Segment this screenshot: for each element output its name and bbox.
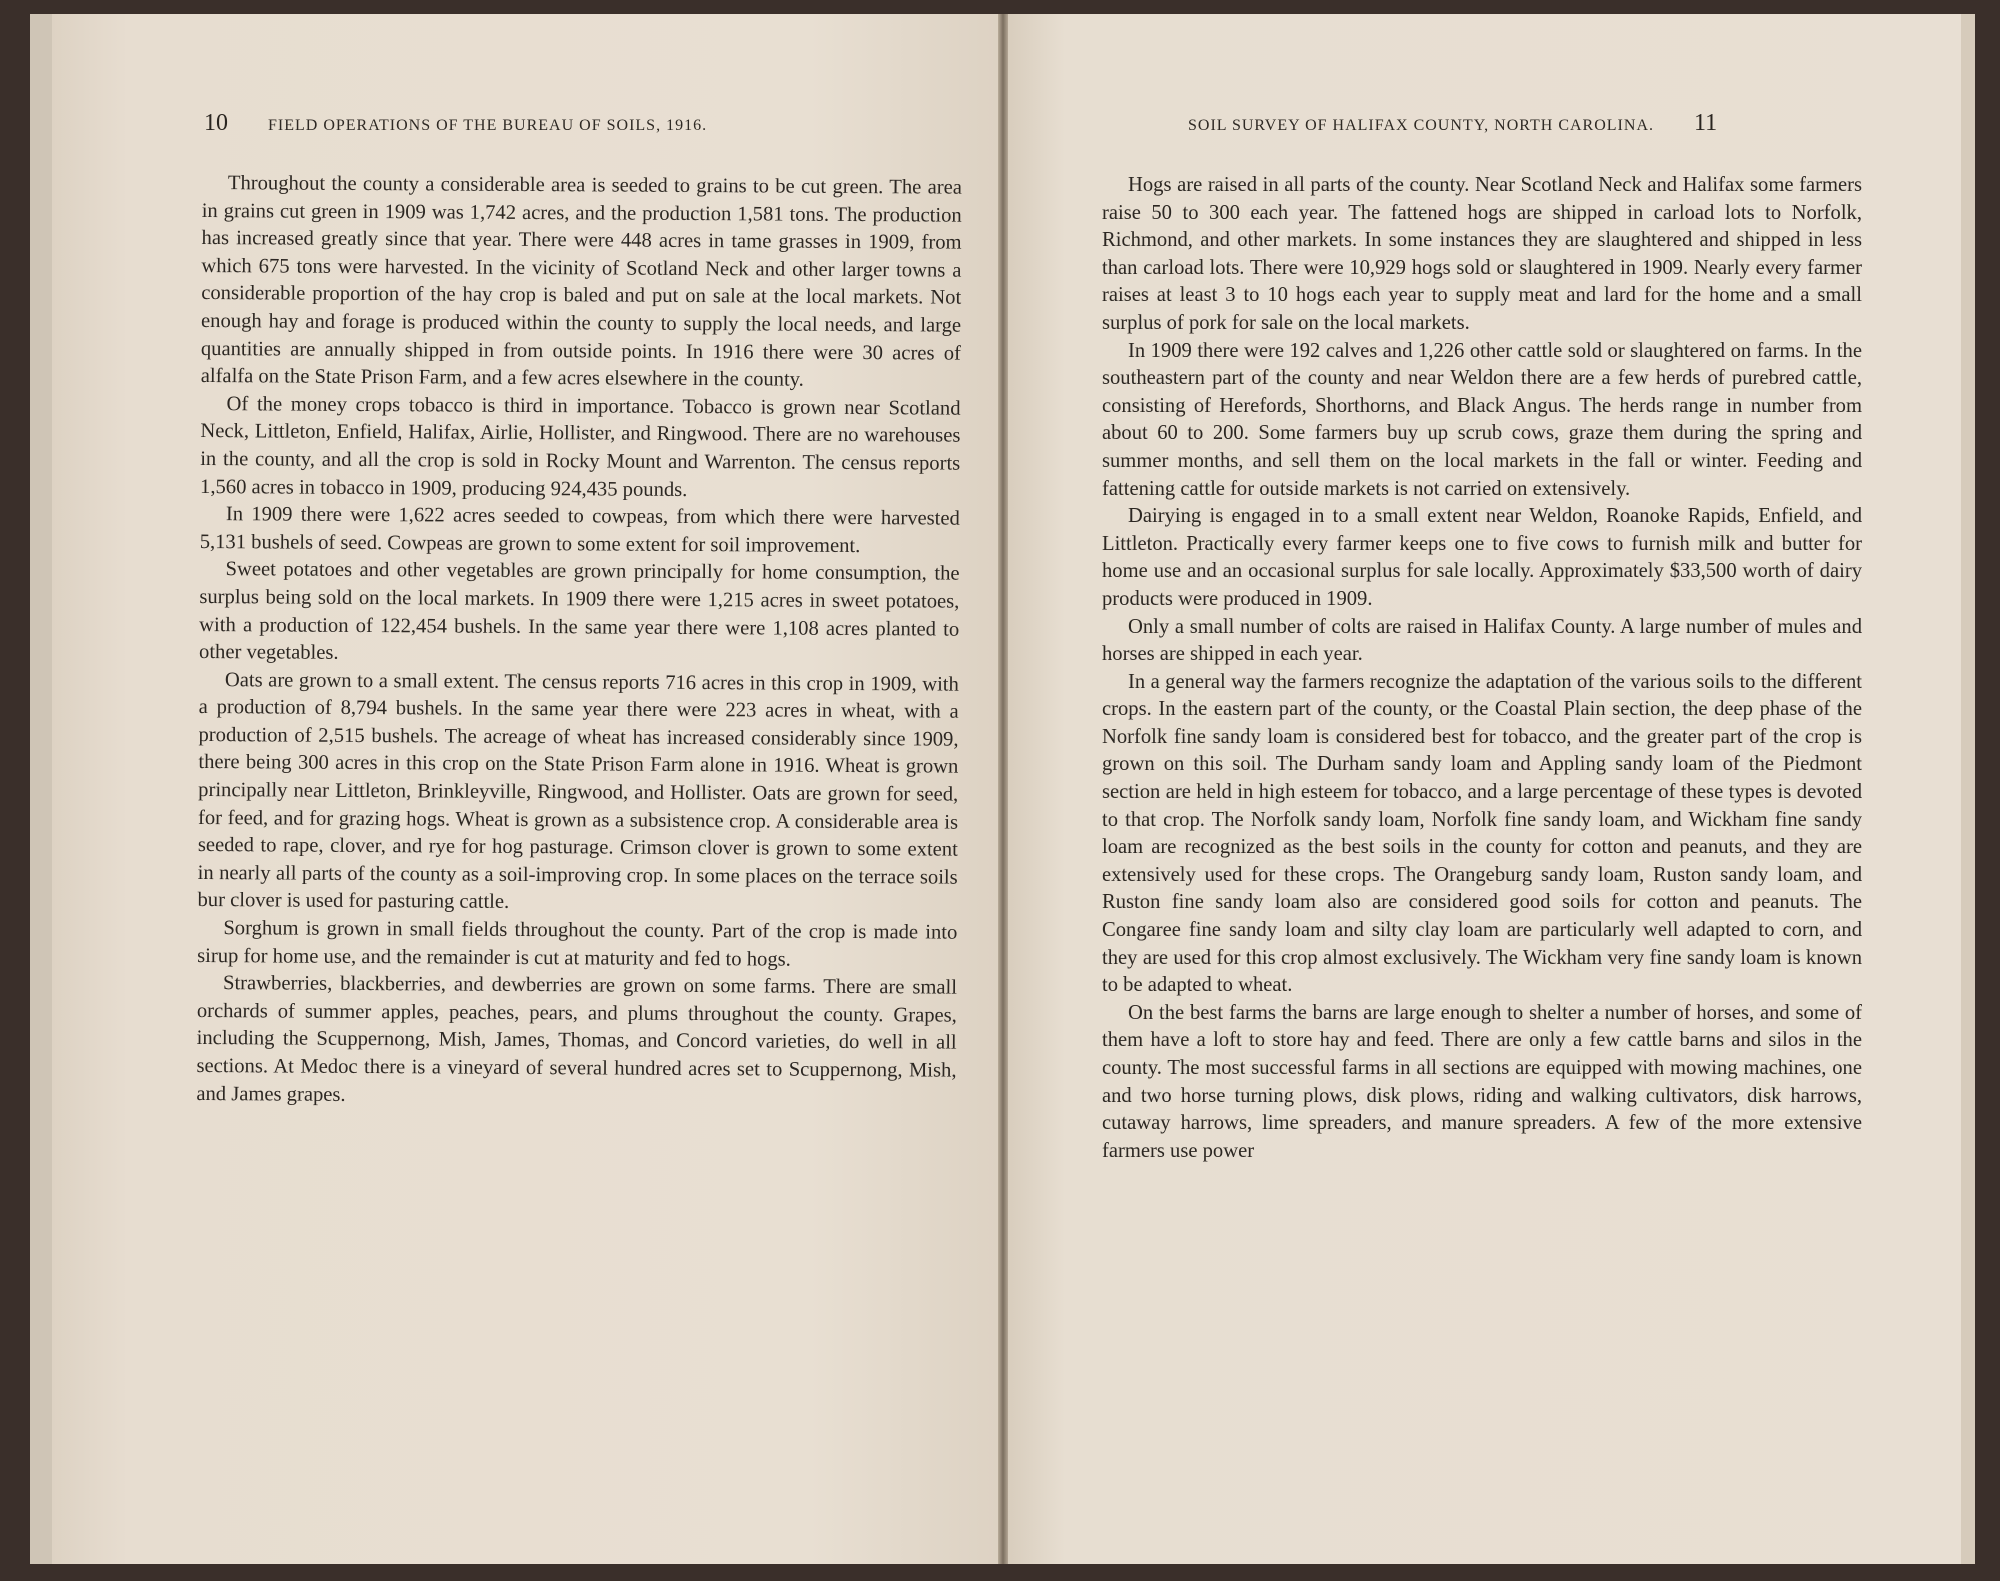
left-body-text — [196, 170, 962, 1113]
left-page — [30, 14, 998, 1564]
paragraph: Oats are grown to a small extent. The census reports 716 acres in this crop in 1909, with a production of 8,794 bushels. In the same year there were 223 acres in wheat, with a production of 2,515 bushels. The acreage of wheat has increased considerably since 1909, there being 300 acres in this crop on the State Prison Farm alone in 1916. Wheat is grown principally near Littleton, Brinkleyville, Ringwood, and Hollister. Oats are grown for seed, for feed, and for grazing hogs. Wheat is grown as a subsistence crop. A considerable area is seeded to rape, clover, and rye for hog pasturage. Crimson clover is grown to some extent in nearly all parts of the county as a soil-improving crop. In some places on the terrace soils bur clover is used for pasturing cattle. — [197, 668, 959, 914]
paragraph: Only a small number of colts are raised in Halifax County. A large number of mules and horses are shipped in each year. — [1102, 615, 1862, 666]
paragraph: In a general way the farmers recognize the adaptation of the various soils to the different crops. In the eastern part of the county, or the Coastal Plain section, the deep phase of the Norfolk fine sandy loam is considered best for tobacco, and the greater part of the crop is grown on this soil. The Durham sandy loam and Appling sandy loam of the Piedmont section are held in high esteem for tobacco, and a large percentage of these types is devoted to that crop. The Norfolk sandy loam, Norfolk fine sandy loam, and Wickham fine sandy loam are recognized as the best soils in the county for cotton and peanuts, and they are extensively used for these crops. The Orangeburg sandy loam, Ruston sandy loam, and Ruston fine sandy loam also are considered good soils for cotton and peanuts. The Congaree fine sandy loam and silty clay loam are particularly well adapted to corn, and they are used for this crop almost exclusively. The Wickham very fine sandy loam is known to be adapted to wheat. — [1102, 670, 1862, 997]
paragraph: Of the money crops tobacco is third in importance. Tobacco is grown near Scotland Neck, Littleton, Enfield, Halifax, Airlie, Hollister, and Ringwood. There are no warehouses in the county, and all the crop is sold in Rocky Mount and Warrenton. The census reports 1,560 acres in tobacco in 1909, producing 924,435 pounds. — [199, 392, 961, 501]
left-running-header — [204, 110, 707, 137]
left-header-title: FIELD OPERATIONS OF THE BUREAU OF SOILS, 1916. — [268, 117, 708, 134]
paragraph: Strawberries, blackberries, and dewberries are grown on some farms. There are small orchards of summer apples, peaches, pears, and plums throughout the county. Grapes, including the Scuppernong, Mish, James, Thomas, and Concord varieties, do well in all sections. At Medoc there is a vineyard of several hundred acres set to Scuppernong, Mish, and James grapes. — [196, 972, 958, 1106]
right-header-title: SOIL SURVEY OF HALIFAX COUNTY, NORTH CAROLINA. — [1188, 117, 1654, 134]
paragraph: On the best farms the barns are large enough to shelter a number of horses, and some of them have a loft to store hay and feed. There are only a few cattle barns and silos in the county. The most successful farms in all sections are equipped with mowing machines, one and two horse turning plows, disk plows, riding and walking cultivators, disk harrows, cutaway harrows, lime spreaders, and manure spreaders. A few of the more extensive farmers use power — [1102, 1001, 1862, 1162]
paragraph: Hogs are raised in all parts of the county. Near Scotland Neck and Halifax some farmers raise 50 to 300 each year. The fattened hogs are shipped in carload lots to Norfolk, Richmond, and other markets. In some instances they are slaughtered and shipped in less than carload lots. There were 10,929 hogs sold or slaughtered in 1909. Nearly every farmer raises at least 3 to 10 hogs each year to supply meat and lard for the home and a small surplus of pork for sale on the local markets. — [1102, 174, 1862, 334]
paragraph: Sweet potatoes and other vegetables are grown principally for home consumption, the surplus being sold on the local markets. In 1909 there were 1,215 acres in sweet potatoes, with a production of 122,454 bushels. In the same year there were 1,108 acres planted to other vegetables. — [198, 558, 960, 664]
right-body-text — [1102, 172, 1862, 1165]
right-page-number: 11 — [1694, 110, 1718, 136]
paragraph: Sorghum is grown in small fields throughout the county. Part of the crop is made into sirup for home use, and the remainder is cut at maturity and fed to hogs. — [197, 917, 958, 971]
left-page-number: 10 — [204, 110, 228, 136]
right-page — [1008, 14, 1975, 1564]
paragraph: Throughout the county a considerable area is seeded to grains to be cut green. The area in grains cut green in 1909 was 1,742 acres, and the production 1,581 tons. The production has increased greatly since that year. There were 448 acres in tame grasses in 1909, from which 675 tons were harvested. In the vicinity of Scotland Neck and other larger towns a considerable proportion of the hay crop is baled and put on sale at the local markets. Not enough hay and forage is produced within the county to supply the local needs, and large quantities are annually shipped in from outside points. In 1916 there were 30 acres of alfalfa on the State Prison Farm, and a few acres elsewhere in the county. — [200, 172, 962, 391]
book-gutter — [998, 14, 1008, 1564]
paragraph: In 1909 there were 1,622 acres seeded to cowpeas, from which there were harvested 5,131 bushels of seed. Cowpeas are grown to some extent for soil improvement. — [199, 503, 960, 557]
book-spread — [30, 14, 1975, 1564]
paragraph: In 1909 there were 192 calves and 1,226 other cattle sold or slaughtered on farms. In the southeastern part of the county and near Weldon there are a few herds of purebred cattle, consisting of Herefords, Shorthorns, and Black Angus. The herds range in number from about 60 to 200. Some farmers buy up scrub cows, graze them during the spring and summer months, and sell them on the local markets in the fall or winter. Feeding and fattening cattle for outside markets is not carried on extensively. — [1102, 339, 1862, 500]
paragraph: Dairying is engaged in to a small extent near Weldon, Roanoke Rapids, Enfield, and Littleton. Practically every farmer keeps one to five cows to furnish milk and butter for home use and an occasional surplus for sale locally. Approximately $33,500 worth of dairy products were produced in 1909. — [1102, 505, 1862, 610]
right-running-header — [1188, 110, 1717, 137]
